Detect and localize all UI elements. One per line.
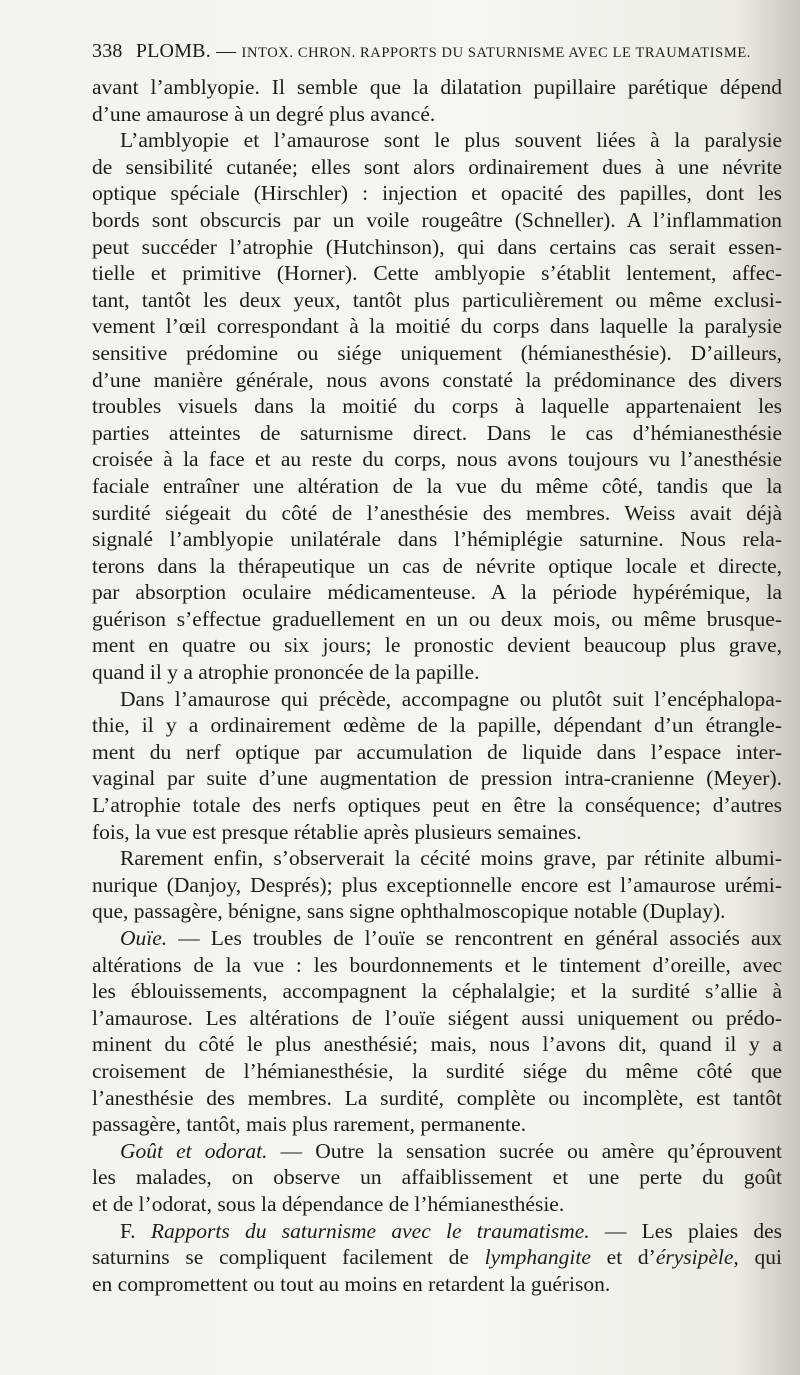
text-fragment: saturnins se compliquent facilement de (92, 1245, 485, 1270)
text-line: et de l’odorat, sous la dépendance de l’hémianesthésie. (92, 1191, 565, 1216)
header-dash: — (216, 40, 237, 62)
text-line: L’atrophie totale des nerfs optiques peut en être la conséquence; d’autres (92, 793, 782, 818)
body-text (92, 74, 782, 1297)
text-line: d’une amaurose à un degré plus avancé. (92, 101, 436, 126)
text-line: minent du côté le plus anesthésié; mais, nous l’avons dit, quand il y a (92, 1032, 782, 1057)
text-line (92, 1218, 782, 1245)
paragraph-amblyopie (92, 127, 782, 685)
text-line: tielle et primitive (Horner). Cette amblyopie s’établit lentement, affec- (92, 261, 782, 286)
text-line: bords sont obscurcis par un voile rougeâtre (Schneller). A l’inflammation (92, 207, 782, 232)
text-line: les éblouissements, accompagnent la céphalalgie; et la surdité s’allie à (92, 979, 782, 1004)
text-line: Dans l’amaurose qui précède, accompagne ou plutôt suit l’encéphalopa- (120, 686, 782, 711)
text-line: en compromettent ou tout au moins en retardent la guérison. (92, 1271, 611, 1296)
running-title: INTOX. CHRON. RAPPORTS DU SATURNISME AVEC LE TRAUMATISME. (241, 45, 752, 61)
text-line: les malades, on observe un affaiblissement et une perte du goût (92, 1165, 782, 1190)
text-fragment: et d’ (590, 1245, 656, 1270)
text-line: avant l’amblyopie. Il semble que la dilatation pupillaire parétique dépend (92, 75, 782, 99)
text-line: troubles visuels dans la moitié du corps à laquelle appartenaient les (92, 394, 782, 419)
subsection-title-ouie: Ouïe. (120, 926, 168, 950)
text-line: thie, il y a ordinairement œdème de la papille, dépendant d’un étrangle- (92, 713, 782, 738)
text-line: l’amaurose. Les altérations de l’ouïe siégent aussi uniquement ou prédo- (92, 1005, 782, 1030)
page-number: 338 (92, 40, 123, 62)
paragraph-cecite (92, 845, 782, 925)
text-line: parties atteintes de saturnisme direct. Dans le cas d’hémianesthésie (92, 420, 782, 445)
text-line: l’anesthésie des membres. La surdité, complète ou incomplète, est tantôt (92, 1085, 782, 1110)
text-line: peut succéder l’atrophie (Hutchinson), qui dans certains cas serait essen- (92, 234, 782, 259)
text-line (92, 1244, 782, 1271)
text-line: passagère, tantôt, mais plus rarement, permanente. (92, 1112, 527, 1137)
section-letter: F. (120, 1218, 136, 1243)
text-line: croisement de l’hémianesthésie, la surdité siége du même côté que (92, 1058, 782, 1083)
text-line: d’une manière générale, nous avons constaté la prédominance des divers (92, 367, 782, 392)
paragraph-section-f (92, 1218, 782, 1298)
text-line: altérations de la vue : les bourdonnements et le tintement d’oreille, avec (92, 952, 782, 977)
text-line: sensitive prédomine ou siége uniquement (hémianesthésie). D’ailleurs, (92, 340, 782, 365)
text-line: que, passagère, bénigne, sans signe ophthalmoscopique notable (Duplay). (92, 899, 726, 924)
text-line (92, 1138, 782, 1165)
text-line: par absorption oculaire médicamenteuse. A la période hypérémique, la (92, 580, 782, 605)
text-fragment: — Les plaies des (589, 1218, 782, 1243)
text-line: ment du nerf optique par accumulation de liquide dans l’espace inter- (92, 739, 782, 764)
text-line: de sensibilité cutanée; elles sont alors ordinairement dues à une névrite (92, 154, 782, 179)
text-line: guérison s’effectue graduellement en un ou deux mois, ou même brusque- (92, 606, 782, 631)
text-fragment: qui (738, 1245, 782, 1270)
text-line: fois, la vue est presque rétablie après plusieurs semaines. (92, 819, 582, 844)
text-line: Rarement enfin, s’observerait la cécité moins grave, par rétinite albumi- (120, 846, 782, 871)
text-line: vement l’œil correspondant à la moitié du corps dans laquelle la paralysie (92, 314, 782, 339)
subsection-title-gout: Goût et odorat. (120, 1138, 268, 1163)
text-line: L’amblyopie et l’amaurose sont le plus souvent liées à la paralysie (120, 128, 782, 153)
text-line: optique spéciale (Hirschler) : injection et opacité des papilles, dont les (92, 181, 782, 206)
text-line: faciale entraîner une altération de la vue du même côté, tandis que la (92, 473, 782, 498)
header-author: PLOMB. (135, 40, 211, 62)
text-line: vaginal par suite d’une augmentation de pression intra-cranienne (Meyer). (92, 766, 782, 791)
text-line: quand il y a atrophie prononcée de la papille. (92, 660, 480, 685)
text-line: croisée à la face et au reste du corps, nous avons toujours vu l’anesthésie (92, 447, 782, 472)
text-line: ment en quatre ou six jours; le pronostic devient beaucoup plus grave, (92, 633, 782, 658)
text-line (92, 925, 782, 952)
text-line: nurique (Danjoy, Després); plus exceptionnelle encore est l’amaurose urémi- (92, 872, 782, 897)
paragraph-gout-odorat (92, 1138, 782, 1218)
italic-term-lymphangite: lymphangite (484, 1245, 591, 1270)
text-line: surdité siégeait du côté de l’anesthésie des membres. Weiss avait déjà (92, 500, 782, 525)
running-header (92, 40, 782, 63)
paragraph-continuation (92, 74, 782, 127)
text-fragment: — Les troubles de l’ouïe se rencontrent en général associés aux (167, 926, 782, 950)
text-fragment: — Outre la sensation sucrée ou amère qu’éprouvent (267, 1138, 782, 1163)
section-title: Rapports du saturnisme avec le traumatisme. (150, 1218, 590, 1243)
text-line: tant, tantôt les deux yeux, tantôt plus particulièrement ou même exclusi- (92, 287, 782, 312)
paragraph-amaurose (92, 686, 782, 846)
paragraph-ouie (92, 925, 782, 1138)
italic-term-erysipele: érysipèle, (655, 1245, 739, 1270)
text-line: signalé l’amblyopie unilatérale dans l’hémiplégie saturnine. Nous rela- (92, 527, 782, 552)
text-line: terons dans la thérapeutique un cas de névrite optique locale et directe, (92, 553, 782, 578)
